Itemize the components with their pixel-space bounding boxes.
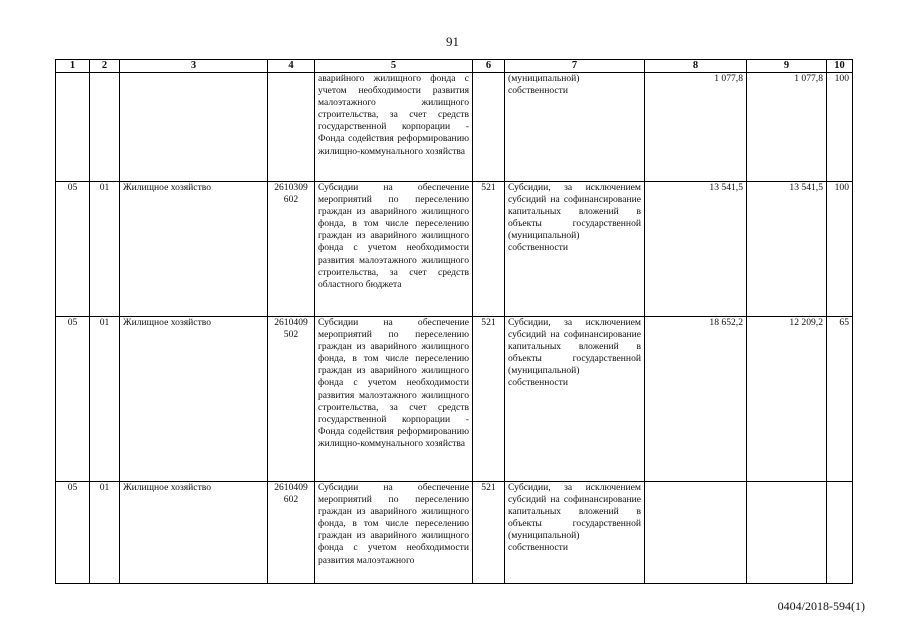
expense-type-cell: 521	[473, 317, 505, 482]
description-cell: аварийного жилищного фонда с учетом необходимости развития малоэтажного жилищного строительства, за счет средств государственной корпорации - Фонда содействия реформированию жилищно-коммунального хозяйства	[315, 73, 473, 182]
header-cell: 3	[120, 60, 268, 73]
header-cell: 4	[268, 60, 315, 73]
description-cell: Субсидии на обеспечение мероприятий по переселению граждан из аварийного жилищного фонда, в том числе переселению граждан из аварийного жилищного фонда с учетом необходимости развития малоэтажного жилищного строительства, за счет средств областного бюджета	[315, 182, 473, 317]
section-cell: 05	[56, 182, 90, 317]
header-row	[56, 60, 853, 73]
expense-type-cell: 521	[473, 482, 505, 584]
expense-type-cell	[473, 73, 505, 182]
subsection-cell: 01	[90, 317, 120, 482]
header-cell: 1	[56, 60, 90, 73]
name-cell: Жилищное хозяйство	[120, 482, 268, 584]
section-cell: 05	[56, 317, 90, 482]
executed-cell: 12 209,2	[747, 317, 827, 482]
section-cell: 05	[56, 482, 90, 584]
page-number: 91	[446, 34, 459, 49]
name-cell	[120, 73, 268, 182]
target-article-cell: 2610309 602	[268, 182, 315, 317]
percent-cell: 100	[827, 73, 853, 182]
percent-cell: 100	[827, 182, 853, 317]
document-code: 0404/2018-594(1)	[777, 599, 865, 613]
table-row	[56, 317, 853, 482]
executed-cell: 1 077,8	[747, 73, 827, 182]
table-row	[56, 73, 853, 182]
target-article-cell: 2610409 502	[268, 317, 315, 482]
target-article-cell	[268, 73, 315, 182]
amount-cell: 1 077,8	[645, 73, 747, 182]
table-row	[56, 182, 853, 317]
budget-table	[55, 59, 853, 584]
expense-type-name-cell: Субсидии, за исключением субсидий на софинансирование капитальных вложений в объекты государственной (муниципальной) собственности	[505, 317, 645, 482]
header-cell: 8	[645, 60, 747, 73]
percent-cell	[827, 482, 853, 584]
header-cell: 10	[827, 60, 853, 73]
header-cell: 5	[315, 60, 473, 73]
section-cell	[56, 73, 90, 182]
header-cell: 6	[473, 60, 505, 73]
amount-cell: 13 541,5	[645, 182, 747, 317]
percent-cell: 65	[827, 317, 853, 482]
subsection-cell: 01	[90, 182, 120, 317]
description-cell: Субсидии на обеспечение мероприятий по переселению граждан из аварийного жилищного фонда, в том числе переселению граждан из аварийного жилищного фонда с учетом необходимости развития малоэтажного жилищного строительства, за счет средств государственной корпорации - Фонда содействия реформированию жилищно-коммунального хозяйства	[315, 317, 473, 482]
executed-cell	[747, 482, 827, 584]
expense-type-name-cell: (муниципальной) собственности	[505, 73, 645, 182]
header-cell: 7	[505, 60, 645, 73]
expense-type-cell: 521	[473, 182, 505, 317]
subsection-cell: 01	[90, 482, 120, 584]
subsection-cell	[90, 73, 120, 182]
expense-type-name-cell: Субсидии, за исключением субсидий на софинансирование капитальных вложений в объекты государственной (муниципальной) собственности	[505, 482, 645, 584]
description-cell: Субсидии на обеспечение мероприятий по переселению граждан из аварийного жилищного фонда, в том числе переселению граждан из аварийного жилищного фонда с учетом необходимости развития малоэтажного	[315, 482, 473, 584]
amount-cell: 18 652,2	[645, 317, 747, 482]
header-cell: 2	[90, 60, 120, 73]
expense-type-name-cell: Субсидии, за исключением субсидий на софинансирование капитальных вложений в объекты государственной (муниципальной) собственности	[505, 182, 645, 317]
amount-cell	[645, 482, 747, 584]
name-cell: Жилищное хозяйство	[120, 182, 268, 317]
executed-cell: 13 541,5	[747, 182, 827, 317]
name-cell: Жилищное хозяйство	[120, 317, 268, 482]
target-article-cell: 2610409 602	[268, 482, 315, 584]
table-row	[56, 482, 853, 584]
header-cell: 9	[747, 60, 827, 73]
